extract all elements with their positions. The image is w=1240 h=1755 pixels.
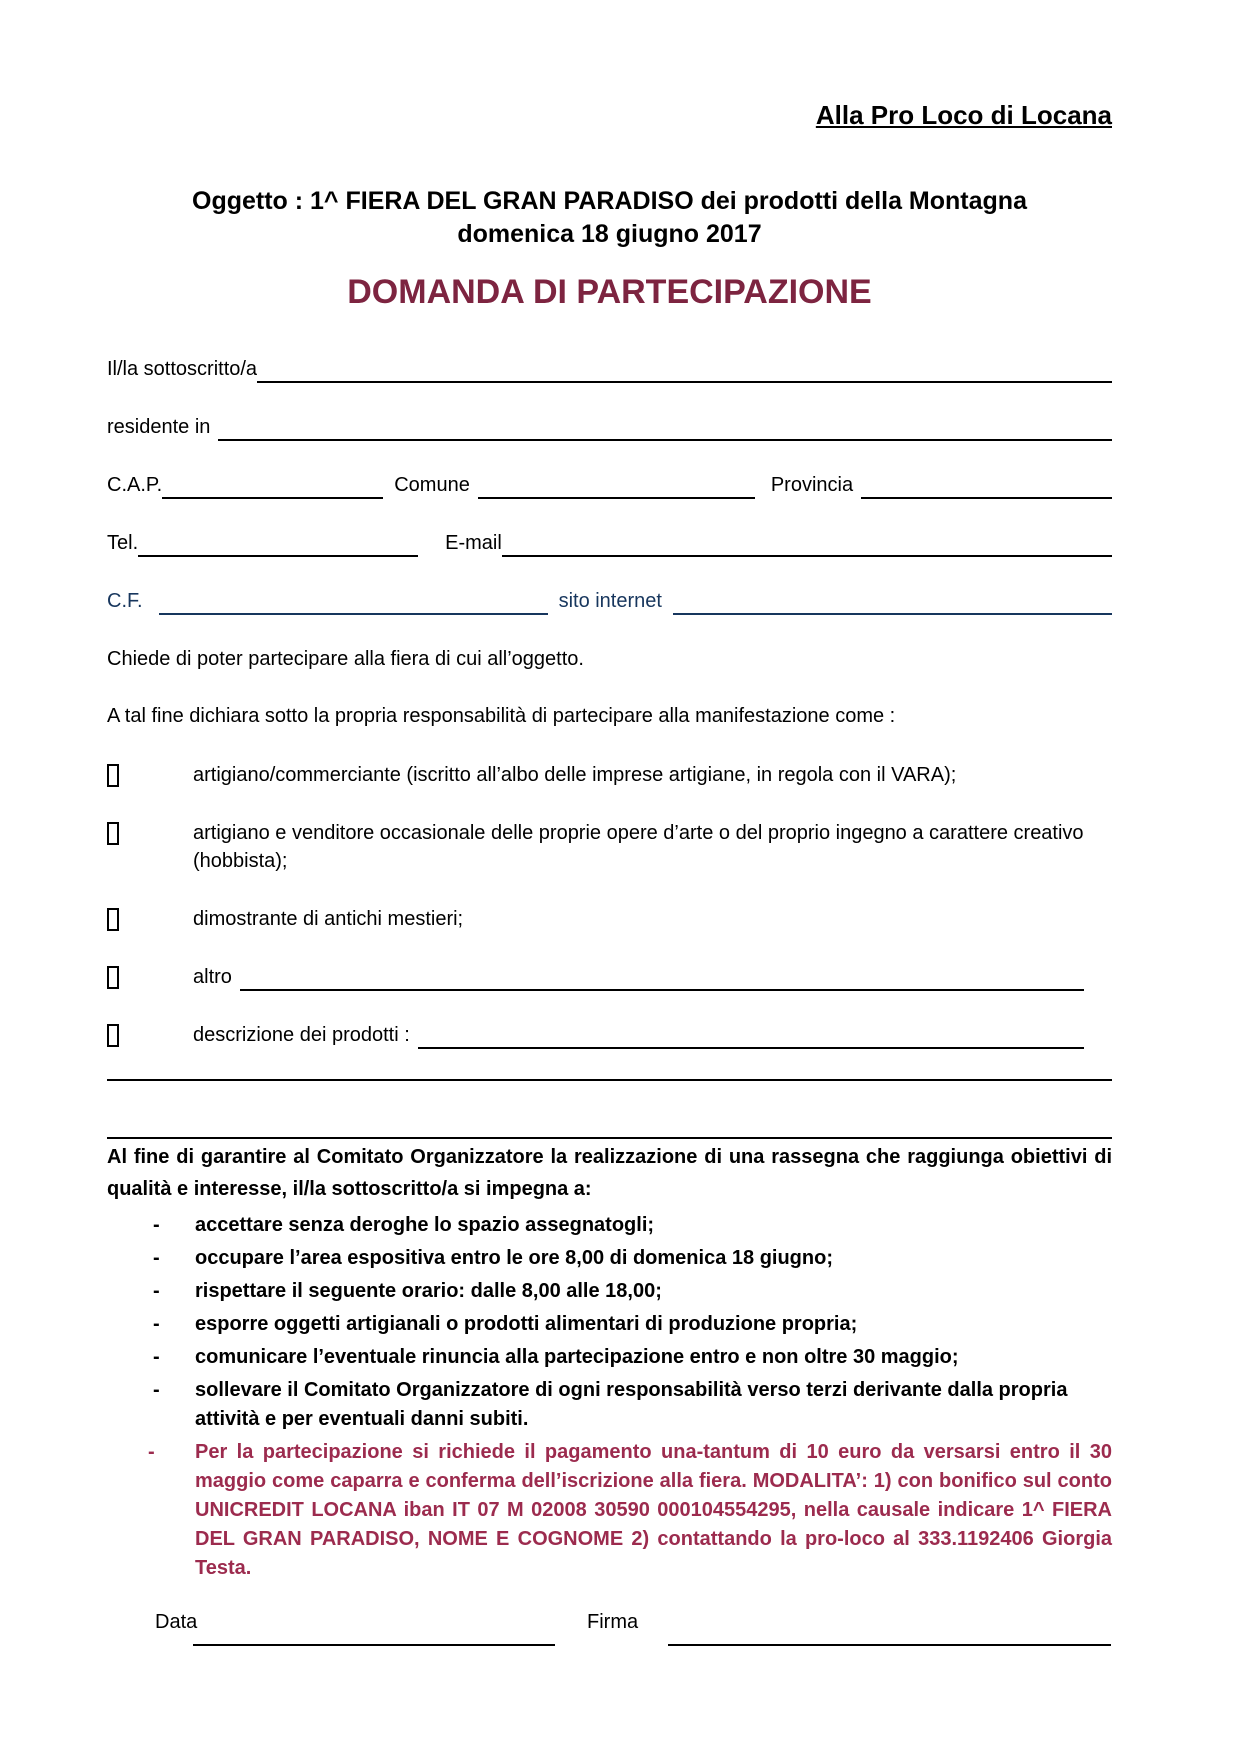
bullet-dash: -	[153, 1313, 160, 1336]
subject-line-1: Oggetto : 1^ FIERA DEL GRAN PARADISO dei prodotti della Montagna	[192, 187, 1027, 215]
tel-blank-line	[138, 531, 418, 557]
sottoscritto-label: Il/la sottoscritto/a	[107, 358, 258, 380]
participation-option-row	[107, 1021, 1112, 1049]
payment-note-text: Per la partecipazione si richiede il pagamento una-tantum di 10 euro da versarsi entro il 30 maggio come caparra e conferma dell’iscrizione alla fiera. MODALITA’: 1) con bonifico sul conto UNICREDIT LOCANA iban IT 07 M 02008 30590 000104554295, nella causale indicare 1^ FIERA DEL GRAN PARADISO, NOME E COGNOME 2) contattando la pro-loco al 333.1192406 Giorgia Testa.	[195, 1441, 1112, 1580]
commitment-text: occupare l’area espositiva entro le ore 8,00 di domenica 18 giugno;	[195, 1247, 833, 1270]
sottoscritto-blank-line	[257, 357, 1112, 383]
commitment-text: sollevare il Comitato Organizzatore di ogni responsabilità verso terzi derivante dalla propria attività e per eventuali danni subiti.	[195, 1379, 1068, 1431]
commitment-item	[107, 1244, 1112, 1273]
commitment-item	[107, 1211, 1112, 1240]
cap-blank-line	[162, 473, 383, 499]
checkbox-icon	[107, 908, 119, 931]
cf-label: C.F.	[107, 590, 143, 612]
option-label: altro	[193, 966, 232, 988]
signature-blank-line	[668, 1644, 1111, 1646]
description-continuation-line-1	[107, 1079, 1112, 1081]
request-line: Chiede di poter partecipare alla fiera di cui all’oggetto.	[107, 648, 584, 670]
participation-option-row	[107, 963, 1112, 991]
commitment-text: comunicare l’eventuale rinuncia alla partecipazione entro e non oltre 30 maggio;	[195, 1346, 959, 1369]
bullet-dash: -	[153, 1346, 160, 1369]
option-label: descrizione dei prodotti :	[193, 1024, 410, 1046]
cap-label: C.A.P.	[107, 474, 163, 496]
option-blank-line	[418, 1023, 1084, 1049]
checkbox-icon	[107, 1024, 119, 1047]
residente-label: residente in	[107, 416, 211, 438]
bullet-dash: -	[153, 1280, 160, 1303]
date-blank-line	[193, 1644, 555, 1646]
field-row-residente	[107, 414, 1112, 441]
residente-blank-line	[218, 415, 1112, 441]
tel-label: Tel.	[107, 532, 139, 554]
participation-option-row	[107, 819, 1112, 875]
sito-internet-label: sito internet	[558, 590, 662, 612]
commitment-text: accettare senza deroghe lo spazio assegnatogli;	[195, 1214, 655, 1237]
commitment-item	[107, 1376, 1112, 1434]
checkbox-icon	[107, 822, 119, 845]
declaration-line: A tal fine dichiara sotto la propria responsabilità di partecipare alla manifestazione come :	[107, 705, 896, 727]
option-label: artigiano e venditore occasionale delle proprie opere d’arte o del proprio ingegno a carattere creativo (hobbista);	[193, 822, 1084, 872]
description-continuation-line-2	[107, 1137, 1112, 1139]
commitments-intro: Al fine di garantire al Comitato Organizzatore la realizzazione di una rassegna che raggiunga obiettivi di qualità e interesse, il/la sottoscritto/a si impegna a:	[107, 1146, 1112, 1200]
page-title: DOMANDA DI PARTECIPAZIONE	[347, 273, 872, 311]
cf-blank-line	[159, 589, 548, 615]
field-row-sottoscritto	[107, 356, 1112, 383]
signature-label: Firma	[587, 1611, 639, 1634]
bullet-dash: -	[148, 1441, 155, 1464]
commitment-text: esporre oggetti artigianali o prodotti alimentari di produzione propria;	[195, 1313, 858, 1336]
email-label: E-mail	[445, 532, 502, 554]
commitment-item	[107, 1343, 1112, 1372]
checkbox-icon	[107, 966, 119, 989]
subject-block	[107, 185, 1112, 251]
field-row-cap-comune-provincia	[107, 472, 1112, 499]
field-row-tel-email	[107, 530, 1112, 557]
commitments-list	[107, 1211, 1112, 1434]
commitment-item	[107, 1277, 1112, 1306]
option-label: artigiano/commerciante (iscritto all’albo delle imprese artigiane, in regola con il VARA);	[193, 764, 957, 786]
participation-option-row	[107, 761, 1112, 789]
sito-internet-blank-line	[673, 589, 1112, 615]
bullet-dash: -	[153, 1214, 160, 1237]
email-blank-line	[502, 531, 1112, 557]
recipient-line: Alla Pro Loco di Locana	[815, 100, 1112, 130]
commitment-text: rispettare il seguente orario: dalle 8,00 alle 18,00;	[195, 1280, 662, 1303]
participation-option-row	[107, 905, 1112, 933]
checkbox-icon	[107, 764, 119, 787]
participation-options	[107, 761, 1112, 1049]
signature-area	[107, 1609, 1112, 1739]
comune-label: Comune	[394, 474, 470, 496]
date-label: Data	[155, 1611, 198, 1634]
provincia-blank-line	[861, 473, 1112, 499]
bullet-dash: -	[153, 1247, 160, 1270]
commitment-item	[107, 1310, 1112, 1339]
bullet-dash: -	[153, 1379, 160, 1402]
option-blank-line	[240, 965, 1084, 991]
comune-blank-line	[478, 473, 755, 499]
payment-note-item	[107, 1438, 1112, 1583]
field-row-cf-sito	[107, 588, 1112, 615]
provincia-label: Provincia	[770, 474, 854, 496]
option-label: dimostrante di antichi mestieri;	[193, 908, 464, 930]
subject-line-2: domenica 18 giugno 2017	[457, 220, 762, 248]
